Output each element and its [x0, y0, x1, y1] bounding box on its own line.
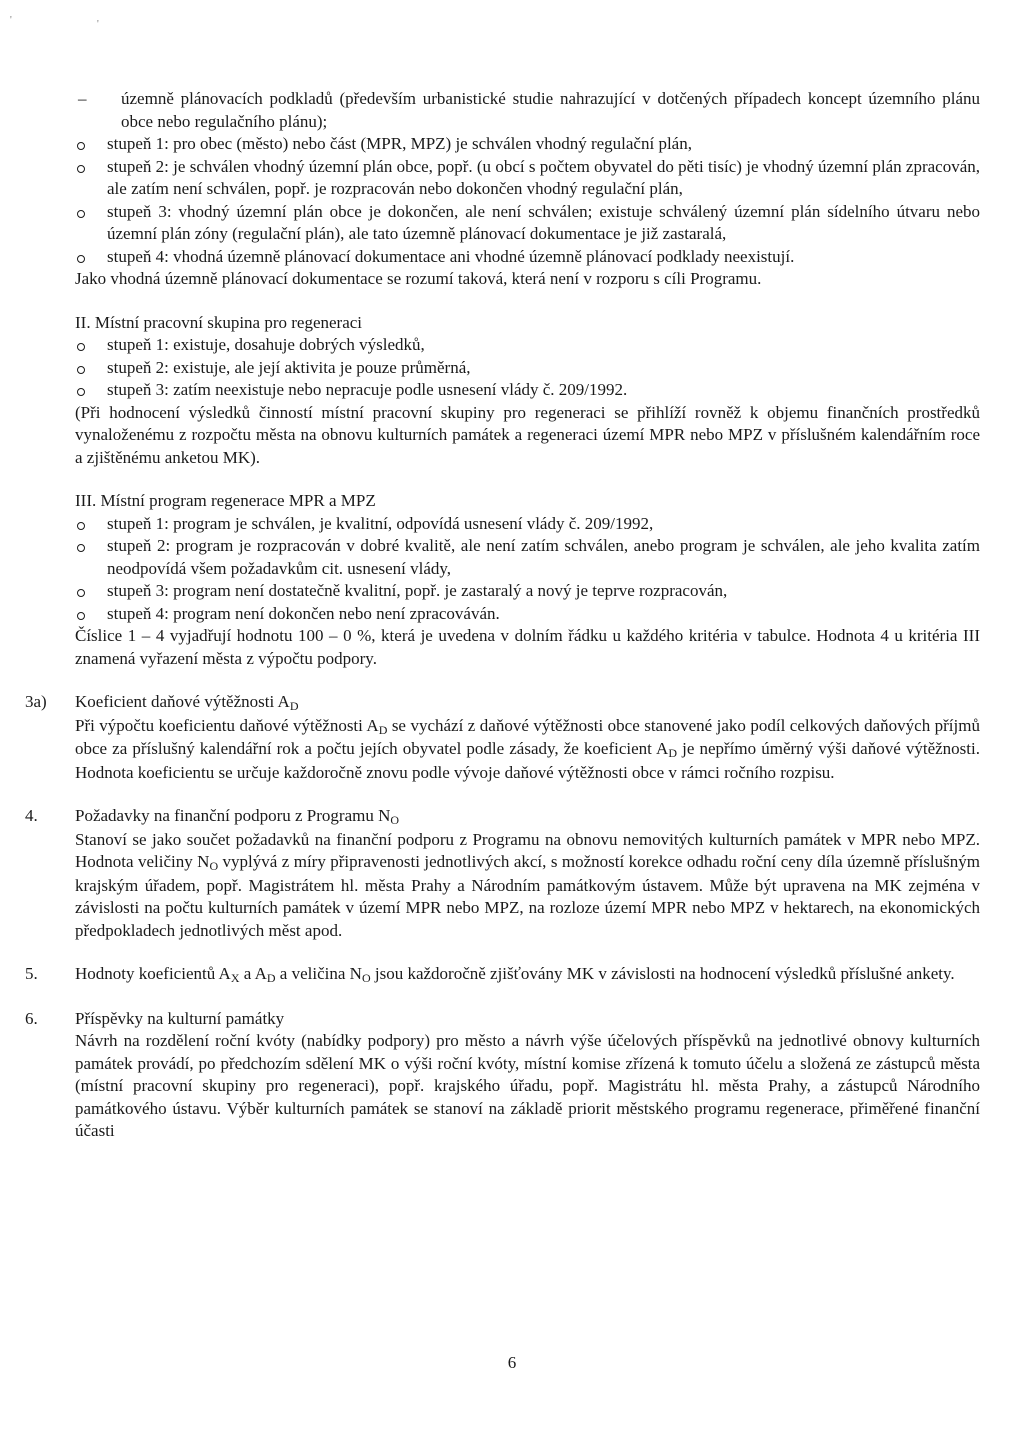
scan-artifact: '	[10, 15, 12, 26]
bullet-icon	[77, 612, 85, 620]
text-run: Hodnoty koeficientů A	[75, 964, 231, 983]
bullet-text: stupeň 2: je schválen vhodný územní plán obce, popř. (u obcí s počtem obyvatel do pěti tisíc) je vhodný územní plán zpracován, ale zatím není schválen, popř. je rozpracován nebo dokončen vhodný regulační plán,	[107, 156, 980, 198]
bullet-text: stupeň 3: vhodný územní plán obce je dokončen, ale není schválen; existuje schválený územní plán sídelního útvaru nebo územní plán zóny (regulační plán), ale tato územně plánovací dokumentace je již zastaralá,	[107, 201, 980, 243]
paragraph: Návrh na rozdělení roční kvóty (nabídky podpory) pro město a návrh výše účelových příspěvků na jednotlivé obnovy kulturních památek provádí, po předchozím sdělení MK o výši roční kvóty, místní komise zřízená k tomuto účelu a složená ze zástupců města (místní pracovní skupiny pro regeneraci), popř. krajského úřadu, popř. Magistrátu hl. města Prahy, a zástupců Národního památkového ústavu. Výběr kulturních památek se stanoví na základě priorit městského programu regenerace, přiměřené finanční účasti	[75, 1031, 980, 1140]
text-run: se vychází z daňové výtěžnosti obce stanovené jako podíl celkových daňových příjmů obce za příslušný kalendářní rok a počtu jejích obyvatel podle zásady, že koeficient A	[75, 715, 980, 758]
paragraph: (Při hodnocení výsledků činností místní pracovní skupiny pro regeneraci se přihlíží rovněž k objemu finančních prostředků vynaloženému z rozpočtu města na obnovu kulturních památek a regeneraci území MPR nebo MPZ v příslušném kalendářním roce a zjištěnému anketou MK).	[75, 402, 980, 467]
subscript: D	[378, 722, 388, 737]
section-heading: III. Místní program regenerace MPR a MPZ	[75, 491, 376, 510]
section-4	[25, 805, 980, 942]
list-item	[75, 513, 980, 536]
bullet-icon	[77, 589, 85, 597]
paragraph: územně plánovacích podkladů (především urbanistické studie nahrazující v dotčených případech koncept územního plánu obce nebo regulačního plánu);	[121, 89, 980, 131]
bullet-icon	[77, 142, 85, 150]
text-run: a A	[239, 964, 267, 983]
paragraph	[75, 715, 980, 785]
scan-artifact: '	[97, 19, 99, 30]
list-item	[75, 133, 980, 156]
text-run: jsou každoročně zjišťovány MK v závislosti na hodnocení výsledků příslušné ankety.	[370, 964, 955, 983]
section-heading	[75, 691, 980, 715]
subscript: X	[230, 971, 240, 985]
bullet-text: stupeň 2: existuje, ale její aktivita je pouze průměrná,	[107, 357, 471, 377]
bullet-text: stupeň 1: pro obec (město) nebo část (MPR, MPZ) je schválen vhodný regulační plán,	[107, 134, 692, 153]
paragraph: Jako vhodná územně plánovací dokumentace se rozumí taková, která není v rozporu s cíli Programu.	[75, 269, 762, 288]
bullet-icon	[77, 255, 85, 263]
bullet-text: stupeň 2: program je rozpracován v dobré kvalitě, ale není zatím schválen, anebo program je schválen, ale jeho kvalita zatím neodpovídá všem požadavkům cit. usnesení vlády,	[107, 536, 980, 578]
section-number: 5.	[25, 964, 38, 983]
list-item	[75, 156, 980, 201]
section-number: 6.	[25, 1008, 38, 1028]
bullet-icon	[77, 388, 85, 396]
section-6	[25, 1008, 980, 1143]
paragraph	[75, 963, 980, 987]
bullet-text: stupeň 4: program není dokončen nebo není zpracováván.	[107, 603, 500, 623]
bullet-text: stupeň 3: program není dostatečně kvalitní, popř. je zastaralý a nový je teprve rozpracován,	[107, 581, 728, 600]
bullet-text: stupeň 1: program je schválen, je kvalitní, odpovídá usnesení vlády č. 209/1992,	[107, 513, 654, 533]
page-number: 6	[507, 1353, 517, 1372]
list-item	[75, 246, 980, 269]
section-number: 4.	[25, 806, 38, 825]
bullet-text: stupeň 1: existuje, dosahuje dobrých výsledků,	[107, 335, 425, 354]
text-run: Stanoví se jako součet požadavků na finanční podporu z Programu na obnovu nemovitých kulturních památek v MPR nebo MPZ. Hodnota veličiny N	[75, 829, 980, 871]
section-heading: Příspěvky na kulturní památky	[75, 1008, 285, 1028]
section-heading	[75, 805, 980, 829]
bullet-text: stupeň 3: zatím neexistuje nebo nepracuje podle usnesení vlády č. 209/1992.	[107, 380, 628, 399]
bullet-icon	[77, 210, 85, 218]
list-item	[75, 379, 980, 402]
subscript: O	[209, 859, 219, 873]
subscript: D	[266, 971, 276, 985]
text-run: Při výpočtu koeficientu daňové výtěžnosti A	[75, 715, 379, 735]
section-number: 3a)	[25, 692, 47, 711]
bullet-icon	[77, 366, 85, 374]
subscript: O	[361, 971, 371, 985]
subscript: D	[289, 699, 299, 713]
bullet-icon	[77, 544, 85, 552]
section-heading: II. Místní pracovní skupina pro regeneraci	[75, 312, 363, 332]
list-item	[75, 603, 980, 626]
section-5	[25, 963, 980, 987]
text-run: vyplývá z míry připravenosti jednotlivých akcí, s možností korekce odhadu roční ceny díla územně příslušným krajským úřadem, popř. Magistrátem hl. města Prahy a Národním památkovým ústavem. Může být upravena na MK zejména v závislosti na počtu kulturních památek v území MPR nebo MPZ, na rozloze území MPR nebo MPZ v hektarech, na ekonomických předpokladech jednotlivých měst apod.	[75, 852, 980, 940]
bullet-icon	[77, 522, 85, 530]
list-item	[75, 201, 980, 246]
bullet-icon	[77, 343, 85, 351]
bullet-text: stupeň 4: vhodná územně plánovací dokumentace ani vhodné územně plánovací podklady neexistují.	[107, 246, 795, 266]
heading-text: Požadavky na finanční podporu z Programu N	[75, 806, 391, 825]
paragraph	[75, 829, 980, 943]
heading-text: Koeficient daňové výtěžnosti A	[75, 692, 290, 711]
list-item	[75, 535, 980, 580]
subscript: O	[390, 813, 400, 827]
bullet-icon	[77, 165, 85, 173]
section-3a	[25, 691, 980, 784]
list-item	[75, 580, 980, 603]
subscript: D	[668, 746, 678, 760]
paragraph: Číslice 1 – 4 vyjadřují hodnotu 100 – 0 %, která je uvedena v dolním řádku u každého kritéria v tabulce. Hodnota 4 u kritéria III znamená vyřazení města z výpočtu podpory.	[75, 626, 980, 668]
text-run: je nepřímo úměrný výši daňové výtěžnosti. Hodnota koeficientu se určuje každoročně znovu podle vývoje daňové výtěžnosti obce v rámci ročního rozpisu.	[75, 739, 980, 782]
list-item	[75, 334, 980, 357]
list-item	[75, 357, 980, 380]
dash-marker: –	[78, 89, 87, 108]
list-item	[75, 88, 980, 133]
text-run: a veličina N	[275, 964, 362, 983]
document-body	[25, 88, 980, 1143]
